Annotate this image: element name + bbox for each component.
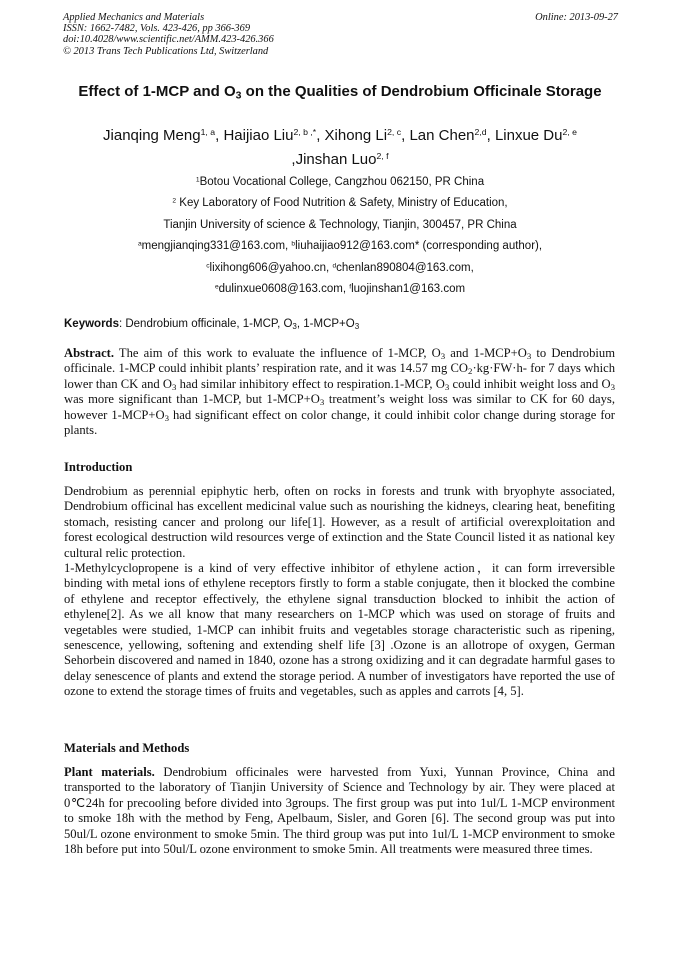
affiliation-2-cont: Tianjin University of science & Technology, Tianjin, 300457, PR China [163, 218, 517, 231]
author: Linxue Du$^{2, e}$ [494, 127, 577, 144]
methods-heading: Materials and Methods [64, 741, 190, 755]
paper-title: Effect of 1-MCP and $O_3$ on the Qualities of Dendrobium Officinale Storage [78, 83, 602, 102]
keywords-label: Keywords [64, 318, 119, 330]
author: Xihong Li$^{2, c}$, [324, 127, 410, 144]
author: Jianqing Meng$^{1, a}$, [103, 127, 224, 144]
journal-header [63, 12, 618, 57]
abstract: Abstract. The aim of this work to evaluate the influence of 1-MCP, $O_3$ and $1-MCP+O_3$ to Dendrobium officinale. 1-MCP could inhibit plants’ respiration rate, and it was 14.57 mg $CO_2\cdot kg\cdot FW\cdot h-$ for 7 days which lower than CK and $O_3$ had similar inhibitory effect to respiration.1-MCP, $O_3$ could inhibit weight loss and $O_3$ was more significant than 1-MCP, but $1-MCP+O_3$ treatment’s weight loss was similar to CK for 60 days, however $1-MCP+O_3$ had significant effect on color change, it could inhibit color change during storage for plants. [64, 346, 615, 438]
author: Lan Chen$^{2,d}$, [409, 127, 495, 144]
abstract-label: Abstract. [64, 346, 115, 360]
email-line-2: $^c$lixihong606@yahoo.cn, $^d$chenlan890804@163.com, [206, 261, 474, 274]
methods-text: Plant materials. Dendrobium officinales were harvested from Yuxi, Yunnan Province, China and transported to the laboratory of Tianjin University of Science and Technology by air. They were placed at 0℃24h for precooling before divided into 3groups. The first group was put into 1ul/L 1-MCP environment to smoke 18h with the method by Feng, Apelbaum, Sisler, and Goren [6]. The second group was put into 50ul/L ozone environment to smoke 5min. The third group was put into 1ul/L 1-MCP environment to smoke 18h before put into 50ul/L ozone environment to smoke 5min. All treatments were measured three times. [64, 765, 615, 857]
journal-name: Applied Mechanics and Materials [63, 12, 205, 23]
journal-copyright: © 2013 Trans Tech Publications Ltd, Switzerland [63, 45, 269, 57]
email-line-3: $^e$dulinxue0608@163.com, $^f$luojinshan1@163.com [214, 282, 466, 295]
author: ,Jinshan Luo$^{2, f}$ [291, 151, 389, 168]
journal-doi: doi:10.4028/www.scientific.net/AMM.423-426.366 [63, 34, 274, 46]
plant-materials-label: Plant materials. [64, 765, 155, 779]
affiliations [60, 172, 620, 300]
affiliation-2: $^2$ Key Laboratory of Food Nutrition & Safety, Ministry of Education, [172, 197, 508, 210]
author-list [60, 124, 620, 172]
author: Haijiao Liu$^{2, b ,*}$, [223, 127, 325, 144]
keywords: Keywords: Dendrobium officinale, 1-MCP, $O_3$, $1-MCP+O_3$ [64, 318, 360, 331]
introduction-text [64, 484, 615, 700]
online-date: Online: 2013-09-27 [535, 12, 618, 23]
journal-issn: ISSN: 1662-7482, Vols. 423-426, pp 366-369 [63, 23, 251, 35]
introduction-paragraph-1: Dendrobium as perennial epiphytic herb, often on rocks in forests and trunk with bryophyte associated, Dendrobium officinal has excellent medicinal value such as nourishing the kidneys, clearing heat, benefiting stomach, resisting cancer and prolong our life[1]. However, as a result of artificial overexploitation and forest ecological destruction wild resources verge of extinction and the State Council listed it as national key cultural relic protection. [64, 484, 615, 560]
affiliation-1: $^1$Botou Vocational College, Cangzhou 062150, PR China [195, 176, 485, 188]
introduction-heading: Introduction [64, 460, 133, 474]
email-line-1: $^a$mengjianqing331@163.com, $^b$liuhaijiao912@163.com* (corresponding author), [137, 240, 543, 253]
introduction-paragraph-2: 1-Methylcyclopropene is a kind of very effective inhibitor of ethylene action，it can form irreversible binding with metal ions of ethylene receptors firstly to form a stable conjugate, then it blocked the combine of ethylene and receptor effectively, the ethylene signal transduction blocked to inhibit the action of ethylene[2]. As we all know that many researchers on 1-MCP which was used on storage of fruits and vegetables were studied, 1-MCP can inhibit fruits and vegetables storage characteristic such as ripening, senescence, yellowing, softening and extending shelf life [3] .Ozone is an allotrope of oxygen, German Sehorbein discovered and named in 1840, ozone has a strong oxidizing and it can degradate harmful gases to delay senescence of plants and extend the storage period. A number of investigators have reported the use of ozone to extend the storage times of fruits and vegetables, such as apples and carrots [4, 5]. [64, 561, 615, 699]
